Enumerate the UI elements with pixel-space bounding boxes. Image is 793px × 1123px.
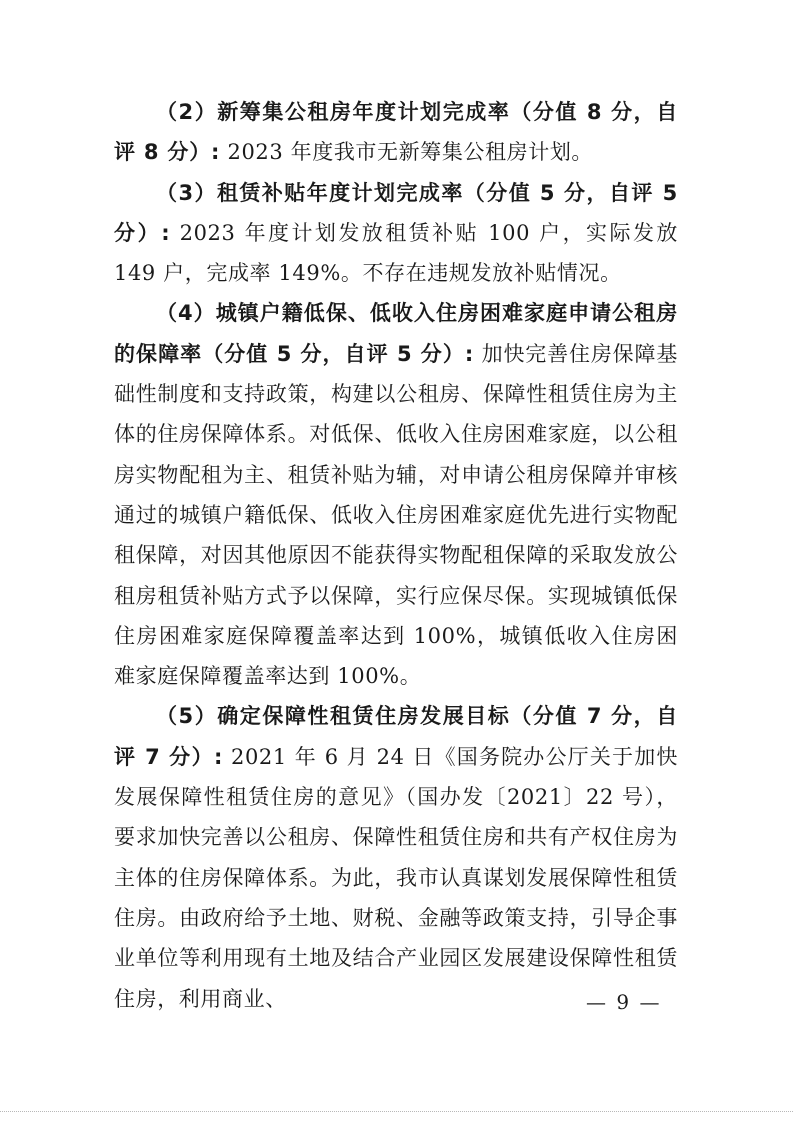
paragraph-text: 加快完善住房保障基础性制度和支持政策，构建以公租房、保障性租赁住房为主体的住房保障体系。对低保、低收入住房困难家庭，以公租房实物配租为主、租赁补贴为辅，对申请公租房保障并审核通过的城镇户籍低保、低收入住房困难家庭优先进行实物配租保障，对因其他原因不能获得实物配租保障的采取发放公租房租赁补贴方式予以保障，实行应保尽保。实现城镇低保住房困难家庭保障覆盖率达到 100%，城镇低收入住房困难家庭保障覆盖率达到 100%。 <box>114 341 678 689</box>
paragraph-text: 2023 年度计划发放租赁补贴 100 户，实际发放 149 户，完成率 149%。不存在违规发放补贴情况。 <box>114 220 678 286</box>
paragraph-new-public-rental-completion <box>114 92 678 173</box>
document-body <box>114 92 678 1019</box>
paragraph-low-income-coverage <box>114 293 678 696</box>
paragraph-heading: （5）确定保障性租赁住房发展目标（分值 7 分，自评 7 分）: <box>114 704 678 769</box>
page-number: — 9 — <box>586 990 662 1014</box>
paragraph-text: 2021 年 6 月 24 日《国务院办公厅关于加快发展保障性租赁住房的意见》（国办发〔2021〕22 号），要求加快完善以公租房、保障性租赁住房和共有产权住房为主体的住房保障体系。为此，我市认真谋划发展保障性租赁住房。由政府给予土地、财税、金融等政策支持，引导企事业单位等利用现有土地及结合产业园区发展建设保障性租赁住房，利用商业、 <box>114 744 679 1011</box>
paragraph-rental-subsidy-completion <box>114 173 678 294</box>
scan-edge-divider <box>0 1111 793 1112</box>
paragraph-affordable-rental-goals <box>114 696 678 1018</box>
paragraph-text: 2023 年度我市无新筹集公租房计划。 <box>220 140 594 165</box>
paragraph-heading: （2）新筹集公租房年度计划完成率（分值 8 分，自评 8 分）: <box>114 100 678 165</box>
paragraph-heading: （4）城镇户籍低保、低收入住房困难家庭申请公租房的保障率（分值 5 分，自评 5 分）: <box>114 301 678 366</box>
paragraph-heading: （3）租赁补贴年度计划完成率（分值 5 分，自评 5 分）: <box>114 180 678 245</box>
